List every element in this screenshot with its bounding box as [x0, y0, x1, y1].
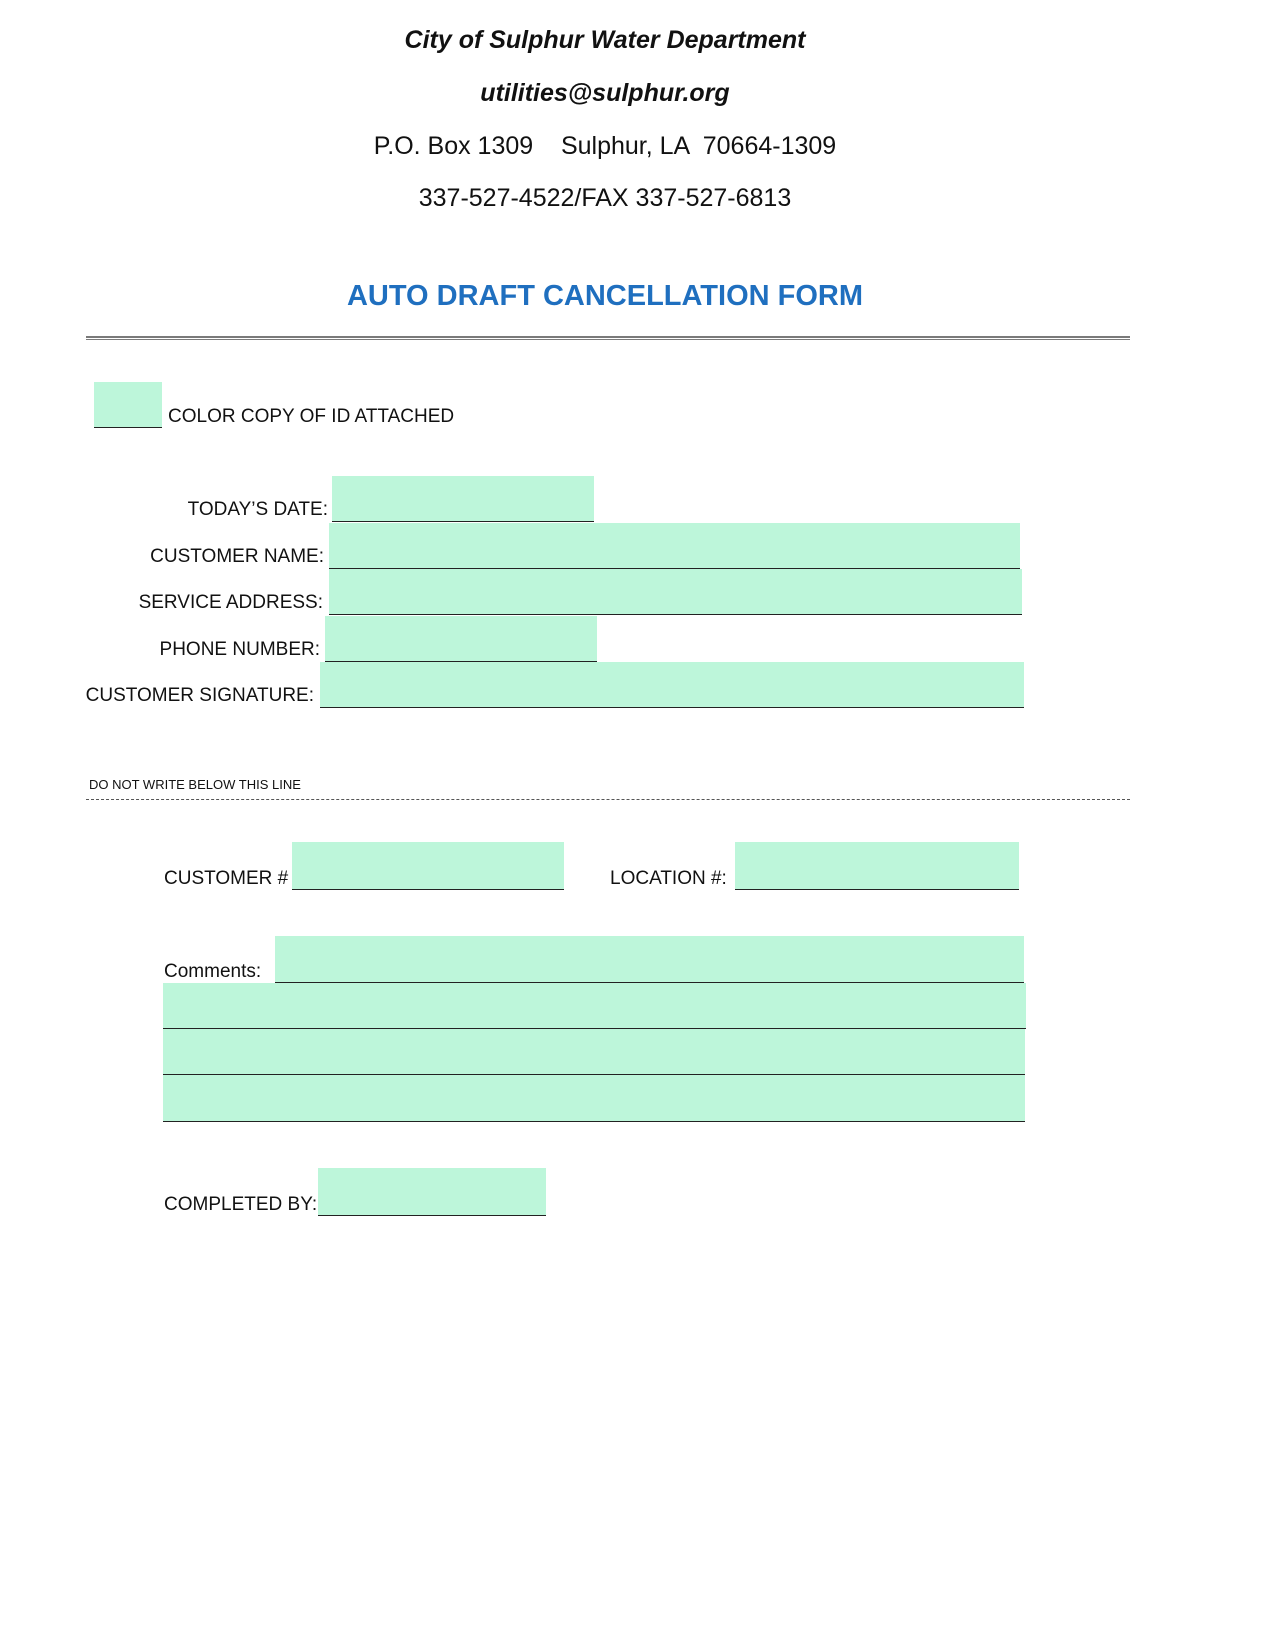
form-title: AUTO DRAFT CANCELLATION FORM [346, 280, 864, 312]
org-name: City of Sulphur Water Department [404, 26, 806, 54]
id-attached-field[interactable] [94, 382, 162, 428]
org-email: utilities@sulphur.org [480, 79, 730, 107]
location-number-label: LOCATION #: [610, 868, 727, 889]
id-attached-label: COLOR COPY OF ID ATTACHED [168, 406, 455, 427]
service-address-field[interactable] [329, 569, 1022, 615]
customer-number-field[interactable] [292, 842, 564, 890]
org-address: P.O. Box 1309 Sulphur, LA 70664-1309 [373, 132, 837, 160]
service-address-label: SERVICE ADDRESS: [138, 592, 323, 613]
todays-date-field[interactable] [332, 476, 594, 522]
comments-label: Comments: [164, 961, 262, 982]
title-divider [86, 336, 1130, 340]
customer-name-label: CUSTOMER NAME: [150, 546, 324, 567]
comments-line-3[interactable] [163, 1029, 1025, 1075]
comments-line-4[interactable] [163, 1075, 1025, 1122]
comments-line-2[interactable] [163, 983, 1026, 1029]
completed-by-field[interactable] [318, 1168, 546, 1216]
customer-signature-field[interactable] [320, 662, 1024, 708]
office-use-note: DO NOT WRITE BELOW THIS LINE [89, 777, 301, 792]
completed-by-label: COMPLETED BY: [164, 1194, 318, 1215]
customer-number-label: CUSTOMER # [164, 868, 289, 889]
todays-date-label: TODAY’S DATE: [187, 499, 328, 520]
phone-number-field[interactable] [325, 616, 597, 662]
comments-line-1[interactable] [275, 936, 1024, 983]
org-phone-fax: 337-527-4522/FAX 337-527-6813 [418, 184, 792, 212]
customer-signature-label: CUSTOMER SIGNATURE: [85, 685, 314, 706]
phone-number-label: PHONE NUMBER: [159, 639, 320, 660]
customer-name-field[interactable] [329, 523, 1020, 569]
location-number-field[interactable] [735, 842, 1019, 890]
office-use-divider [86, 799, 1130, 800]
